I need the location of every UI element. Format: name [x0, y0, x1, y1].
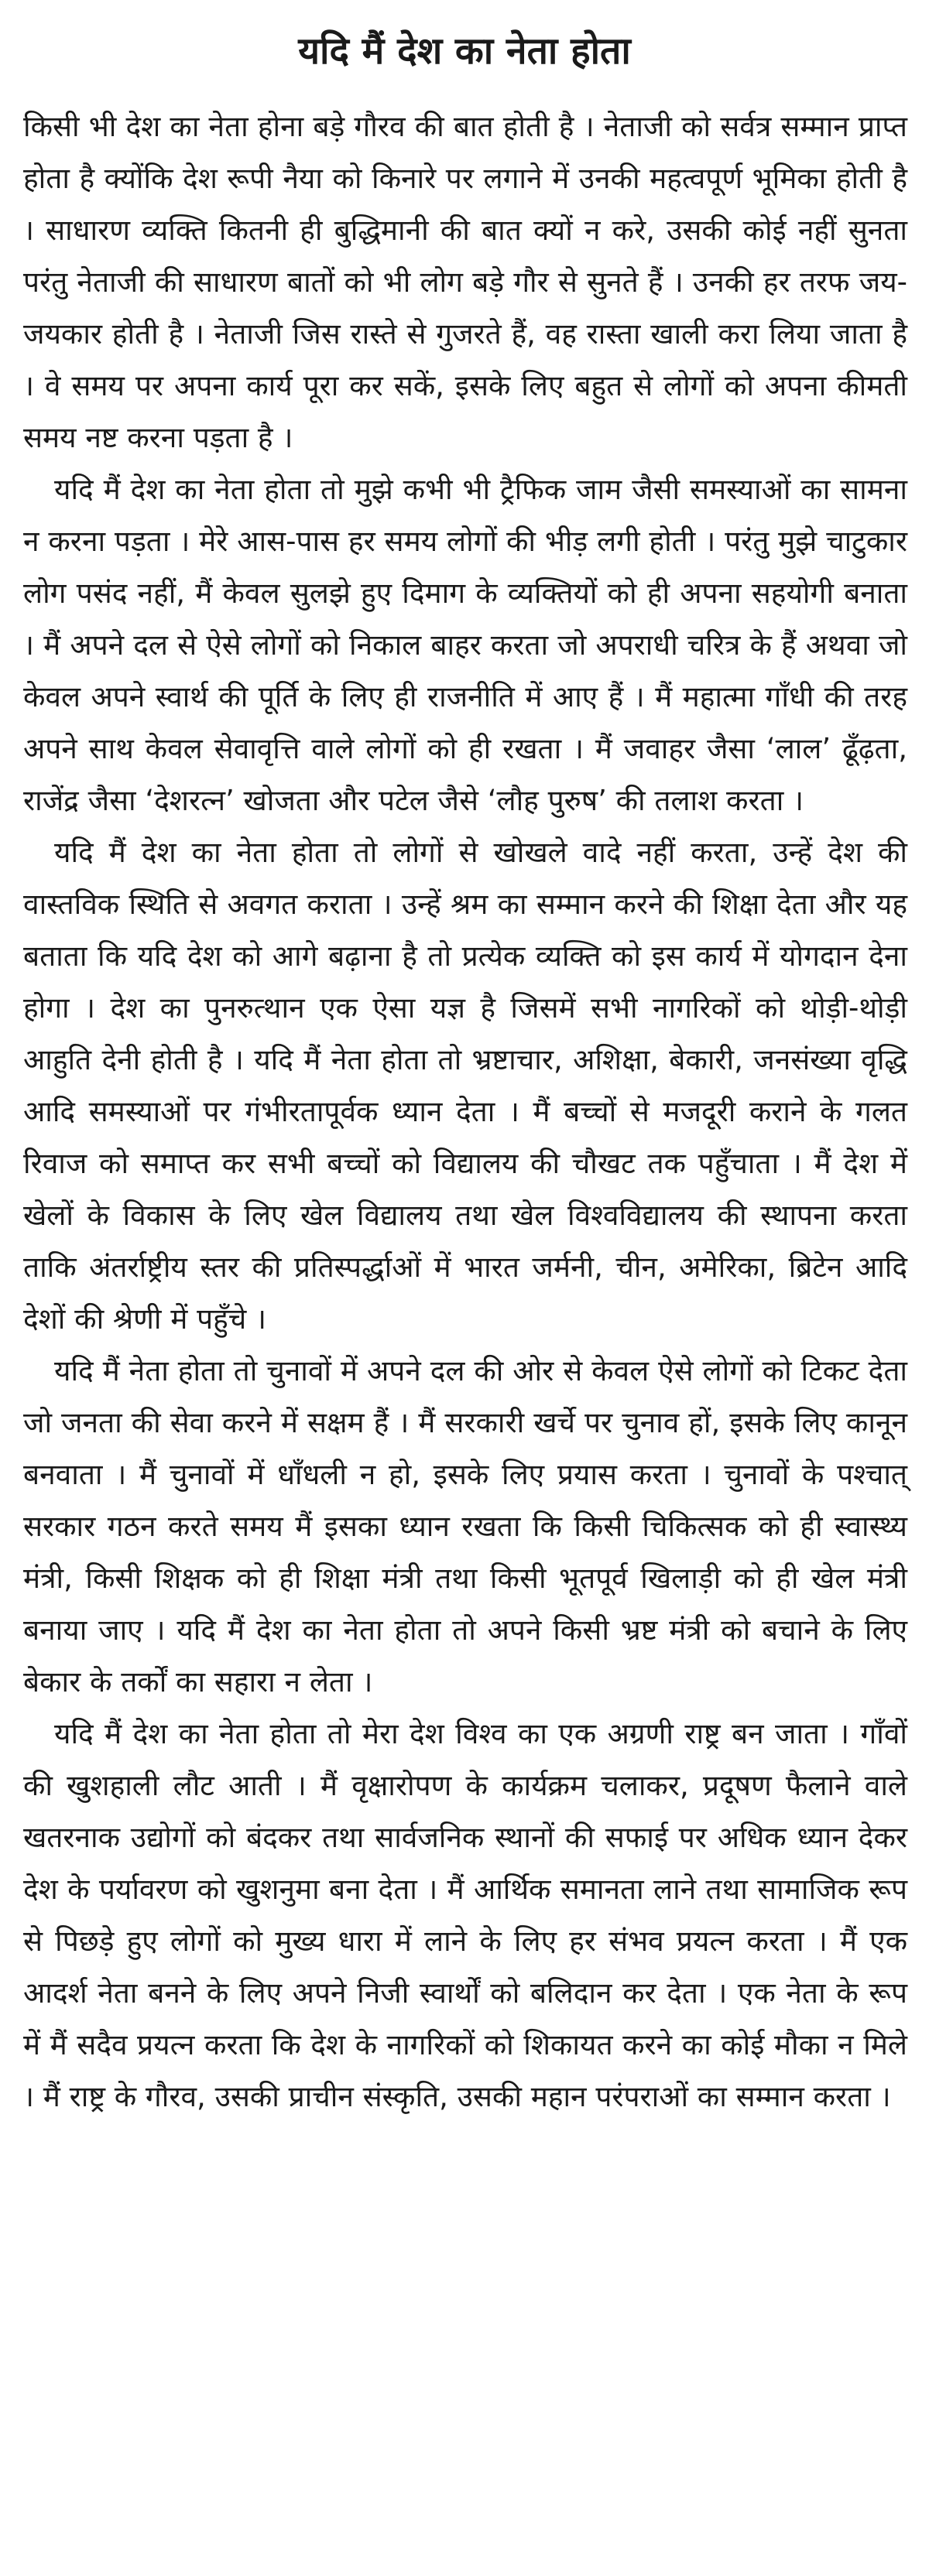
essay-paragraph-3: यदि मैं देश का नेता होता तो लोगों से खोखले वादे नहीं करता, उन्हें देश की वास्तविक स्थिति से अवगत कराता । उन्हें श्रम का सम्मान करने की शिक्षा देता और यह बताता कि यदि देश को आगे बढ़ाना है तो प्रत्येक व्यक्ति को इस कार्य में योगदान देना होगा । देश का पुनरुत्थान एक ऐसा यज्ञ है जिसमें सभी नागरिकों को थोड़ी-थोड़ी आहुति देनी होती है । यदि मैं नेता होता तो भ्रष्टाचार, अशिक्षा, बेकारी, जनसंख्या वृद्धि आदि समस्याओं पर गंभीरतापूर्वक ध्यान देता । मैं बच्चों से मजदूरी कराने के गलत रिवाज को समाप्त कर सभी बच्चों को विद्यालय की चौखट तक पहुँचाता । मैं देश में खेलों के विकास के लिए खेल विद्यालय तथा खेल विश्वविद्यालय की स्थापना करता ताकि अंतर्राष्ट्रीय स्तर की प्रतिस्पर्द्धाओं में भारत जर्मनी, चीन, अमेरिका, ब्रिटेन आदि देशों की श्रेणी में पहुँचे । [23, 836, 907, 1336]
essay-body [0, 79, 929, 2123]
essay-paragraph-4: यदि मैं नेता होता तो चुनावों में अपने दल की ओर से केवल ऐसे लोगों को टिकट देता जो जनता की सेवा करने में सक्षम हैं । मैं सरकारी खर्चे पर चुनाव हों, इसके लिए कानून बनवाता । मैं चुनावों में धाँधली न हो, इसके लिए प्रयास करता । चुनावों के पश्चात् सरकार गठन करते समय मैं इसका ध्यान रखता कि किसी चिकित्सक को ही स्वास्थ्य मंत्री, किसी शिक्षक को ही शिक्षा मंत्री तथा किसी भूतपूर्व खिलाड़ी को ही खेल मंत्री बनाया जाए । यदि मैं देश का नेता होता तो अपने किसी भ्रष्ट मंत्री को बचाने के लिए बेकार के तर्कों का सहारा न लेता । [23, 1354, 907, 1699]
essay-paragraph-2: यदि मैं देश का नेता होता तो मुझे कभी भी ट्रैफिक जाम जैसी समस्याओं का सामना न करना पड़ता । मेरे आस-पास हर समय लोगों की भीड़ लगी होती । परंतु मुझे चाटुकार लोग पसंद नहीं, मैं केवल सुलझे हुए दिमाग के व्यक्तियों को ही अपना सहयोगी बनाता । मैं अपने दल से ऐसे लोगों को निकाल बाहर करता जो अपराधी चरित्र के हैं अथवा जो केवल अपने स्वार्थ की पूर्ति के लिए ही राजनीति में आए हैं । मैं महात्मा गाँधी की तरह अपने साथ केवल सेवावृत्ति वाले लोगों को ही रखता । मैं जवाहर जैसा ‘लाल’ ढूँढ़ता, राजेंद्र जैसा ‘देशरत्न’ खोजता और पटेल जैसे ‘लौह पुरुष’ की तलाश करता । [23, 473, 907, 817]
essay-paragraph-5: यदि मैं देश का नेता होता तो मेरा देश विश्व का एक अग्रणी राष्ट्र बन जाता । गाँवों की खुशहाली लौट आती । मैं वृक्षारोपण के कार्यक्रम चलाकर, प्रदूषण फैलाने वाले खतरनाक उद्योगों को बंदकर तथा सार्वजनिक स्थानों की सफाई पर अधिक ध्यान देकर देश के पर्यावरण को खुशनुमा बना देता । मैं आर्थिक समानता लाने तथा सामाजिक रूप से पिछड़े हुए लोगों को मुख्य धारा में लाने के लिए हर संभव प्रयत्न करता । मैं एक आदर्श नेता बनने के लिए अपने निजी स्वार्थों को बलिदान कर देता । एक नेता के रूप में मैं सदैव प्रयत्न करता कि देश के नागरिकों को शिकायत करने का कोई मौका न मिले । मैं राष्ट्र के गौरव, उसकी प्राचीन संस्कृति, उसकी महान परंपराओं का सम्मान करता । [23, 1717, 907, 2113]
essay-paragraph-1: किसी भी देश का नेता होना बड़े गौरव की बात होती है । नेताजी को सर्वत्र सम्मान प्राप्त होता है क्योंकि देश रूपी नैया को किनारे पर लगाने में उनकी महत्वपूर्ण भूमिका होती है । साधारण व्यक्ति कितनी ही बुद्धिमानी की बात क्यों न करे, उसकी कोई नहीं सुनता परंतु नेताजी की साधारण बातों को भी लोग बड़े गौर से सुनते हैं । उनकी हर तरफ जय-जयकार होती है । नेताजी जिस रास्ते से गुजरते हैं, वह रास्ता खाली करा लिया जाता है । वे समय पर अपना कार्य पूरा कर सकें, इसके लिए बहुत से लोगों को अपना कीमती समय नष्ट करना पड़ता है । [23, 110, 907, 454]
essay-title: यदि मैं देश का नेता होता [298, 29, 631, 73]
